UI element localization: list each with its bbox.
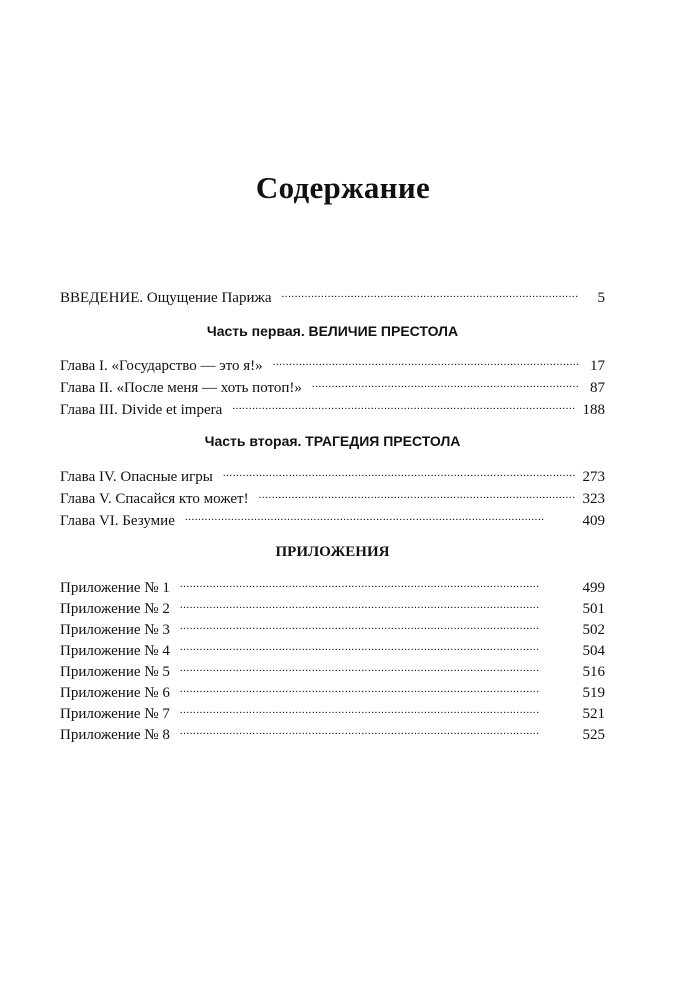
part-two-heading	[60, 431, 605, 452]
toc-entry-label: Глава II. «После меня — хоть потоп!»	[60, 380, 302, 396]
dot-leader	[223, 461, 575, 481]
toc-entry-page: 323	[582, 491, 605, 507]
toc-entry-page: 188	[582, 402, 605, 418]
toc-entry-page: 504	[582, 643, 605, 659]
toc-entry-label: Глава III. Divide et impera	[60, 402, 223, 418]
part-two-lead: Часть вторая.	[204, 433, 302, 449]
toc-entry-chapter-6[interactable]	[60, 505, 605, 529]
toc-entry-label: Приложение № 3	[60, 622, 170, 638]
dot-leader	[180, 593, 575, 613]
appendices-title: ПРИЛОЖЕНИЯ	[275, 544, 390, 560]
toc-entry-page: 516	[582, 664, 605, 680]
toc-entry-label: Приложение № 4	[60, 643, 170, 659]
dot-leader	[180, 656, 575, 676]
dot-leader	[180, 635, 575, 655]
dot-leader	[180, 698, 575, 718]
toc-entry-chapter-4[interactable]	[60, 461, 605, 485]
toc-entry-label: Глава I. «Государство — это я!»	[60, 358, 263, 374]
toc-entry-appendix-4[interactable]	[60, 635, 605, 659]
dot-leader	[180, 719, 575, 739]
toc-entry-page: 409	[582, 513, 605, 529]
toc-entry-chapter-5[interactable]	[60, 483, 605, 507]
toc-entry-page: 501	[582, 601, 605, 617]
toc-entry-label: Приложение № 5	[60, 664, 170, 680]
part-one-lead: Часть первая.	[206, 323, 305, 339]
toc-entry-page: 502	[582, 622, 605, 638]
dot-leader	[282, 282, 580, 302]
toc-entry-page: 5	[597, 290, 605, 306]
toc-entry-label: Глава VI. Безумие	[60, 513, 175, 529]
toc-entry-appendix-2[interactable]	[60, 593, 605, 617]
part-two-title: ТРАГЕДИЯ ПРЕСТОЛА	[305, 433, 461, 449]
toc-entry-appendix-7[interactable]	[60, 698, 605, 722]
toc-entry-page: 525	[582, 727, 605, 743]
appendices-heading	[60, 542, 605, 562]
part-one-heading	[60, 321, 605, 342]
toc-entry-intro[interactable]	[60, 282, 605, 306]
toc-entry-appendix-6[interactable]	[60, 677, 605, 701]
dot-leader	[180, 572, 575, 592]
toc-entry-label: Глава IV. Опасные игры	[60, 469, 213, 485]
toc-entry-appendix-1[interactable]	[60, 572, 605, 596]
dot-leader	[232, 394, 574, 414]
toc-entry-chapter-3[interactable]	[60, 394, 605, 418]
dot-leader	[312, 372, 579, 392]
toc-entry-page: 519	[582, 685, 605, 701]
page-title: Содержание	[255, 170, 431, 205]
toc-entry-chapter-2[interactable]	[60, 372, 605, 396]
toc-entry-label: Приложение № 7	[60, 706, 170, 722]
toc-entry-page: 273	[582, 469, 605, 485]
toc-entry-label: Глава V. Спасайся кто может!	[60, 491, 249, 507]
toc-entry-page: 521	[582, 706, 605, 722]
toc-entry-label: ВВЕДЕНИЕ. Ощущение Парижа	[60, 290, 272, 306]
toc-entry-page: 87	[590, 380, 605, 396]
toc-entry-appendix-8[interactable]	[60, 719, 605, 743]
toc-entry-page: 499	[582, 580, 605, 596]
toc-entry-appendix-3[interactable]	[60, 614, 605, 638]
part-one-title: ВЕЛИЧИЕ ПРЕСТОЛА	[308, 323, 459, 339]
dot-leader	[180, 677, 575, 697]
toc-entry-chapter-1[interactable]	[60, 350, 605, 374]
toc-entry-appendix-5[interactable]	[60, 656, 605, 680]
dot-leader	[185, 505, 575, 525]
toc-entry-label: Приложение № 6	[60, 685, 170, 701]
dot-leader	[259, 483, 575, 503]
toc-entry-page: 17	[590, 358, 605, 374]
toc-entry-label: Приложение № 1	[60, 580, 170, 596]
dot-leader	[180, 614, 575, 634]
toc-entry-label: Приложение № 8	[60, 727, 170, 743]
toc-entry-label: Приложение № 2	[60, 601, 170, 617]
dot-leader	[273, 350, 579, 370]
